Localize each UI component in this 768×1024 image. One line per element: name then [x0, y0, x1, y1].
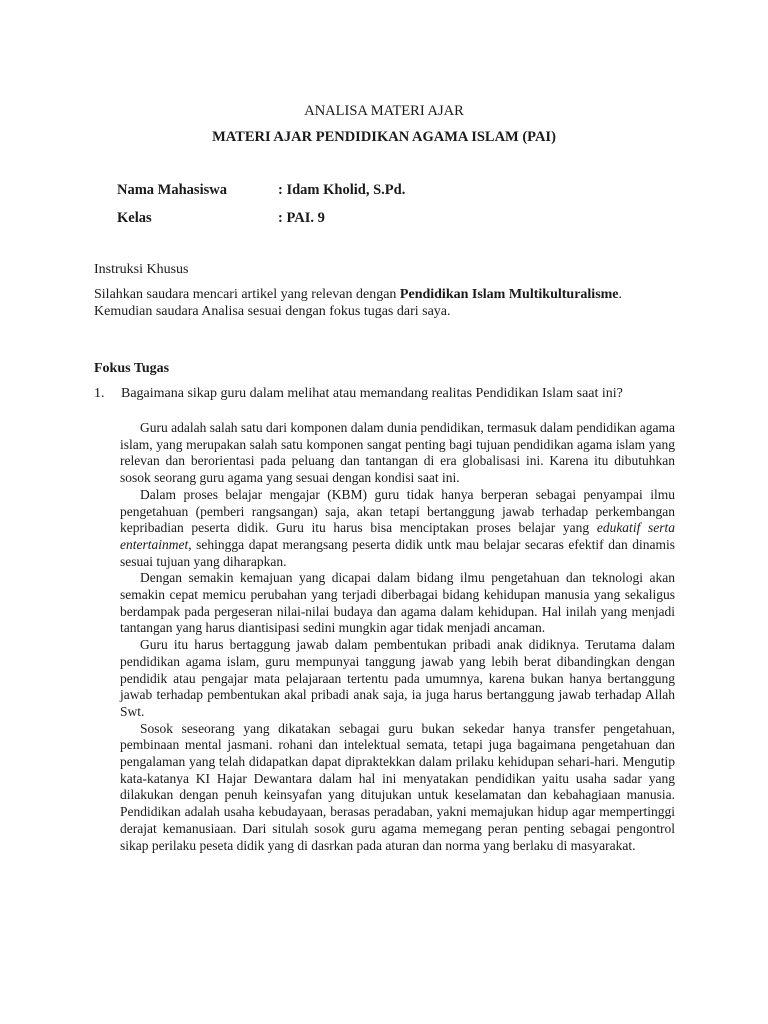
question-number: 1. [94, 386, 105, 401]
document-title: ANALISA MATERI AJAR [304, 103, 464, 119]
class-label: Kelas [117, 210, 152, 226]
answer-paragraph-1: Guru adalah salah satu dari komponen dalam dunia pendidikan, termasuk dalam pendidikan agama islam, yang merupakan salah satu komponen sangat penting bagi tujuan pendidikan agama islam yang relevan dan berorientasi pada peluang dan tantangan di era globalisasi ini. Karena itu dibutuhkan sosok seorang guru agama yang sesuai dengan kondisi saat ini. [120, 420, 675, 486]
instructions-punct: . [618, 287, 623, 302]
student-name-value: : Idam Kholid, S.Pd. [278, 182, 406, 198]
answer-paragraph-2-emphasis: edukatif serta entertainmet [120, 520, 675, 552]
answer-body [120, 420, 675, 854]
focus-heading: Fokus Tugas [94, 361, 170, 376]
answer-paragraph-2 [120, 487, 675, 571]
instructions-text: Silahkan saudara mencari artikel yang relevan dengan [94, 287, 400, 302]
answer-paragraph-5: Sosok seseorang yang dikatakan sebagai guru bukan sekedar hanya transfer pengetahuan, pembinaan mental jasmani. rohani dan intelektual semata, tetapi juga bagaimana pengetahuan dan pengalaman yang telah didapatkan dapat dipraktekkan dalam prilaku kehidupan sehari-hari. Mengutip kata-katanya KI Hajar Dewantara dalam hal ini menyatakan pendidikan yaitu usaha sadar yang dilakukan dengan penuh keinsyafan yang ditujukan untuk keselamatan dan kebahagiaan manusia. Pendidikan adalah usaha kebudayaan, berasas peradaban, yakni memajukan hidup agar mempertinggi derajat kemanusiaan. Dari situlah sosok guru agama memegang peran penting sebagai pengontrol sikap perilaku peseta didik yang di dasrkan pada aturan dan norma yang berlaku di masyarakat. [120, 720, 675, 853]
answer-paragraph-3: Dengan semakin kemajuan yang dicapai dalam bidang ilmu pengetahuan dan teknologi akan semakin cepat memicu perubahan yang terjadi diberbagai bidang kehidupan manusia yang sekaligus berdampak pada pergeseran nilai-nilai budaya dan agama dalam kehidupan. Hal inilah yang menjadi tantangan yang harus diantisipasi sedini mungkin agar tidak menjadi ancaman. [120, 570, 675, 636]
document-subtitle: MATERI AJAR PENDIDIKAN AGAMA ISLAM (PAI) [212, 129, 556, 145]
instructions-line-2: Kemudian saudara Analisa sesuai dengan fokus tugas dari saya. [94, 304, 451, 319]
instructions-line-1 [94, 287, 622, 303]
instructions-label: Instruksi Khusus [94, 262, 189, 277]
student-name-label: Nama Mahasiswa [117, 182, 227, 198]
instructions-topic: Pendidikan Islam Multikulturalisme [399, 287, 619, 302]
answer-paragraph-2-text: Dalam proses belajar mengajar (KBM) guru tidak hanya berperan sebagai penyampai ilmu pengetahuan (pemberi rangsangan) saja, akan tetapi bertanggung jawab terhadap perkembangan kepribadian peserta didik. Guru itu harus bisa menciptakan proses belajar yang [120, 486, 675, 536]
question-text: Bagaimana sikap guru dalam melihat atau memandang realitas Pendidikan Islam saat ini? [121, 386, 623, 401]
class-value: : PAI. 9 [278, 210, 325, 226]
answer-paragraph-4: Guru itu harus bertaggung jawab dalam pembentukan pribadi anak didiknya. Terutama dalam pendidikan agama islam, guru mempunyai tanggung jawab yang lebih berat dibandingkan dengan pendidik atau pengajar mata pelajaraan tertentu pada umumnya, karena bukan hanya bertanggung jawab terhadap pembentukan akal pribadi anak saja, ia juga harus bertanggung jawab terhadap Allah Swt. [120, 637, 675, 719]
answer-paragraph-2-text-end: , sehingga dapat merangsang peserta didik untk mau belajar secaras efektif dan dinamis sesuai tujuan yang diharapkan. [120, 536, 675, 569]
